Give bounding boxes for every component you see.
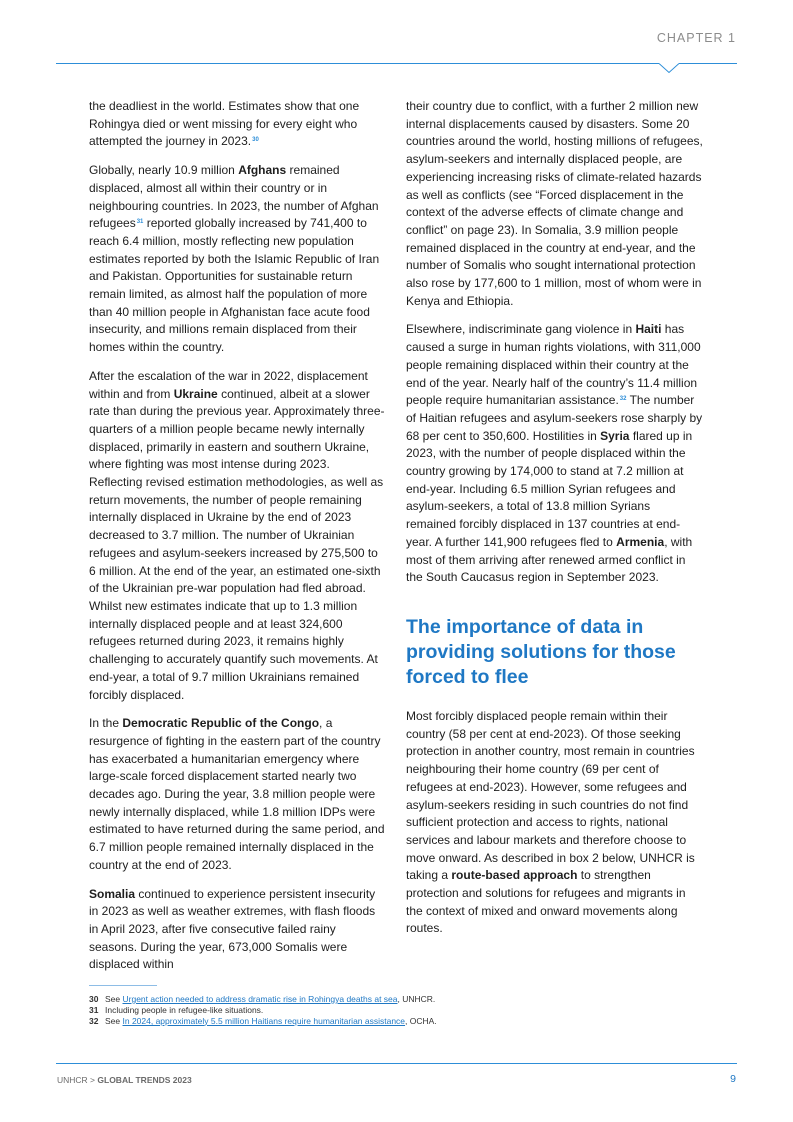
footnote-30: 30 See Urgent action needed to address dramatic rise in Rohingya deaths at sea, UNHCR. bbox=[89, 994, 436, 1004]
header-notch-icon bbox=[659, 63, 679, 74]
paragraph-afghans: Globally, nearly 10.9 million Afghans remained displaced, almost all within their country or in neighbouring countries. In 2023, the number of Afghan refugees$^{31}$ reported globally increased by 741,400 to reach 6.4 million, mostly reflecting new population estimates reported by both the Islamic Republic of Iran and Pakistan. Opportunities for sustainable return remain limited, as almost half the population of more than 40 million people in Afghanistan face acute food insecurity, and millions remain displaced from their homes within the country. bbox=[89, 163, 380, 355]
footnote-ref-32[interactable]: 32 bbox=[619, 396, 627, 403]
footnote-divider bbox=[89, 985, 157, 986]
section-heading: The importance of data in providing solutions for those forced to flee bbox=[406, 615, 676, 688]
paragraph-somalia-continued: their country due to conflict, with a further 2 million new internal displacements caused by disasters. Some 20 countries around the world, hosting millions of refugees, asylum-seekers and internally displaced people, are experiencing increasing risks of climate-related hazards as well as conflicts (see “Forced displacement in the context of the adverse effects of climate change and conflict” on page 23). In Somalia, 3.9 million people remained displaced in the country at end-year, and the number of Somalis who sought international protection also rose by 177,600 to 1 million, most of whom were in Kenya and Ethiopia. bbox=[406, 99, 703, 308]
footnote-ref-31[interactable]: 31 bbox=[136, 219, 144, 226]
chapter-label: CHAPTER 1 bbox=[656, 31, 736, 45]
paragraph-haiti-syria: Elsewhere, indiscriminate gang violence in Haiti has caused a surge in human rights violations, with 311,000 people remaining displaced within their country at the end of the year. Nearly half of the country’s 11.4 million people require humanitarian assistance.$^{32}$ The number of Haitian refugees and asylum-seekers rose sharply by 68 per cent to 350,600. Hostilities in Syria flared up in 2023, with the number of people displaced within the country growing by 174,000 to stand at 7.2 million at end-year. Including 6.5 million Syrian refugees and asylum-seekers, a total of 13.8 million Syrians remained forcibly displaced in 137 countries at end-year. A further 141,900 refugees fled to Armenia, with most of them arriving after renewed armed conflict in the South Caucasus region in September 2023. bbox=[406, 322, 703, 585]
footnote-31: 31 Including people in refugee-like situations. bbox=[89, 1004, 264, 1015]
footnote-link-32[interactable]: In 2024, approximately 5.5 million Haitians require humanitarian assistance bbox=[122, 1015, 406, 1026]
header-rule bbox=[56, 63, 737, 64]
paragraph-drc: In the Democratic Republic of the Congo, a resurgence of fighting in the eastern part of the country has exacerbated a humanitarian emergency where large-scale forced displacement started nearly two decades ago. During the year, 3.8 million people were newly internally displaced, while 1.8 million IDPs were estimated to have returned during the same period, and 6.7 million people remained internally displaced in the country at the end of 2023. bbox=[89, 716, 385, 872]
paragraph-somalia: Somalia continued to experience persistent insecurity in 2023 as well as weather extremes, with flash floods in April 2023, after five consecutive failed rainy seasons. During the year, 673,000 Somalis were displaced within bbox=[89, 886, 376, 972]
footer-title: UNHCR > GLOBAL TRENDS 2023 bbox=[57, 1075, 192, 1085]
right-column bbox=[406, 98, 703, 949]
paragraph-ukraine: After the escalation of the war in 2022, displacement within and from Ukraine continued, albeit at a slower rate than during the previous year. Approximately three-quarters of a million people became newly internally displaced, primarily in eastern and southern Ukraine, where fighting was most intense during 2023. Reflecting revised estimation methodologies, as well as return movements, the number of people remaining internally displaced in Ukraine by the end of 2023 decreased to 3.7 million. The number of Ukrainian refugees and asylum-seekers increased by 275,500 to 6 million. At the end of the year, an estimated one-sixth of the Ukrainian pre-war population had fled abroad. Whilst new estimates indicate that up to 1.3 million internally displaced people and at least 324,600 refugees returned during 2023, it remains highly challenging to accurately quantify such movements. At end-year, a total of 9.7 million Ukrainians remained forcibly displaced. bbox=[89, 368, 385, 702]
paragraph-data-solutions: Most forcibly displaced people remain within their country (58 per cent at end-2023). Of those seeking protection in another country, most remain in countries neighbouring their home country (69 per cent of refugees at end-2023). However, some refugees and asylum-seekers residing in such countries do not find sufficient protection and access to rights, national services and labour markets and therefore choose to move onward. As described in box 2 below, UNHCR is taking a route-based approach to strengthen protection and solutions for refugees and migrants in the context of mixed and onward movements along routes. bbox=[406, 708, 695, 936]
footnotes bbox=[89, 994, 437, 1026]
footnote-32: 32 See In 2024, approximately 5.5 million Haitians require humanitarian assistance, OCHA. bbox=[89, 1015, 437, 1026]
page-number: 9 bbox=[730, 1073, 736, 1085]
footnote-link-30[interactable]: Urgent action needed to address dramatic rise in Rohingya deaths at sea bbox=[122, 994, 398, 1004]
footnote-ref-30[interactable]: 30 bbox=[252, 137, 259, 144]
paragraph-rohingya: the deadliest in the world. Estimates show that one Rohingya died or went missing for every eight who attempted the journey in 2023.30 bbox=[89, 99, 360, 149]
footer-rule bbox=[56, 1063, 737, 1064]
left-column bbox=[89, 98, 386, 985]
